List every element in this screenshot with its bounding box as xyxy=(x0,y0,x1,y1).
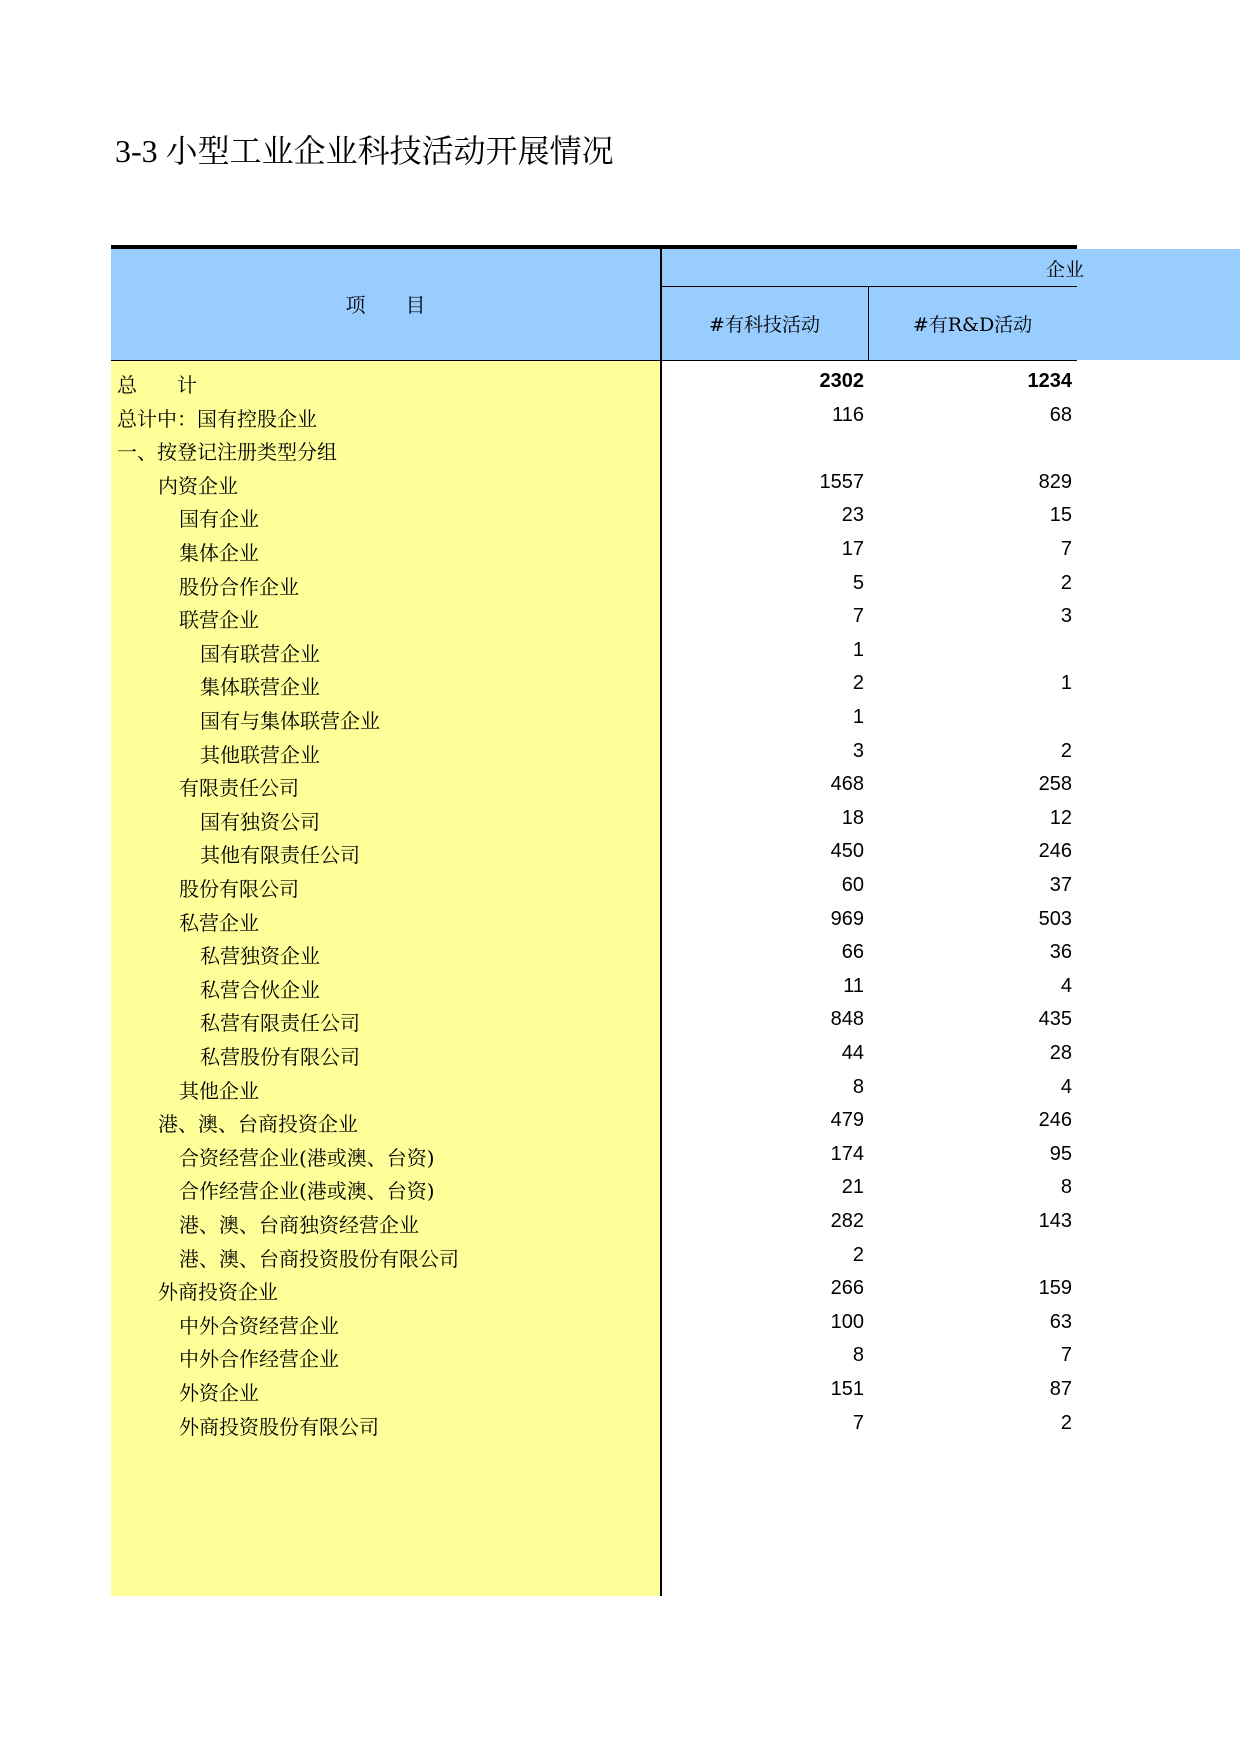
table-row xyxy=(0,833,1240,870)
row-value-rd-activity: 4 xyxy=(1060,974,1072,997)
table-row xyxy=(0,1102,1240,1139)
page-title: 3-3 小型工业企业科技活动开展情况 xyxy=(115,133,614,169)
table-row xyxy=(0,968,1240,1005)
table-row xyxy=(0,1237,1240,1274)
table-row xyxy=(0,565,1240,602)
row-value-rd-activity: 36 xyxy=(1049,941,1072,964)
row-label: 私营股份有限公司 xyxy=(200,1045,360,1069)
row-label: 港、澳、台商投资股份有限公司 xyxy=(179,1246,459,1271)
header-col-rd-activity: #有R&D活动 xyxy=(912,314,1033,336)
row-value-tech-activity: 60 xyxy=(841,874,864,896)
row-value-tech-activity: 468 xyxy=(830,773,864,796)
row-label: 国有联营企业 xyxy=(200,641,320,666)
row-value-tech-activity: 8 xyxy=(852,1344,864,1367)
row-value-rd-activity: 435 xyxy=(1038,1008,1072,1031)
row-value-rd-activity: 143 xyxy=(1038,1210,1072,1232)
row-value-rd-activity: 2 xyxy=(1060,571,1072,594)
table-row xyxy=(0,598,1240,635)
row-label: 私营有限责任公司 xyxy=(200,1011,360,1036)
table-row xyxy=(0,1001,1240,1038)
row-value-rd-activity: 2 xyxy=(1060,1411,1072,1434)
row-label: 合资经营企业(港或澳、台资) xyxy=(179,1145,435,1170)
row-value-tech-activity: 151 xyxy=(830,1378,864,1400)
table-row xyxy=(0,800,1240,837)
row-label: 一、按登记注册类型分组 xyxy=(117,440,337,465)
row-value-rd-activity: 12 xyxy=(1049,806,1072,829)
table-row xyxy=(0,1304,1240,1341)
row-value-rd-activity: 3 xyxy=(1060,605,1072,628)
table-row xyxy=(0,665,1240,702)
table-row xyxy=(0,531,1240,568)
row-value-tech-activity: 1557 xyxy=(819,470,864,493)
row-label: 总 计 xyxy=(117,373,197,397)
header-right-overflow xyxy=(1077,249,1240,360)
table-row xyxy=(0,464,1240,501)
row-value-tech-activity: 266 xyxy=(830,1277,864,1300)
row-label: 内资企业 xyxy=(158,473,238,498)
row-label: 股份合作企业 xyxy=(179,574,299,599)
table-row xyxy=(0,1405,1240,1442)
table-row xyxy=(0,867,1240,904)
table-row xyxy=(0,699,1240,736)
table-row xyxy=(0,397,1240,434)
row-value-rd-activity: 829 xyxy=(1038,470,1072,493)
row-label: 国有企业 xyxy=(179,507,259,532)
table-row xyxy=(0,1035,1240,1072)
table-row xyxy=(0,1136,1240,1173)
row-value-rd-activity: 68 xyxy=(1049,403,1072,426)
row-value-tech-activity: 2302 xyxy=(819,370,864,392)
row-label: 其他企业 xyxy=(179,1078,259,1103)
row-label: 其他有限责任公司 xyxy=(200,843,360,868)
header-group-label: 企业 xyxy=(1046,259,1085,281)
header-bottom-border xyxy=(661,360,1077,361)
row-value-tech-activity: 7 xyxy=(852,605,864,628)
table-row xyxy=(0,497,1240,534)
row-value-tech-activity: 1 xyxy=(852,706,864,728)
row-label: 外商投资企业 xyxy=(158,1280,278,1305)
row-label: 外资企业 xyxy=(179,1381,259,1405)
row-value-rd-activity: 246 xyxy=(1038,840,1072,863)
table-row xyxy=(0,1169,1240,1206)
row-value-rd-activity: 7 xyxy=(1060,538,1072,560)
header-item-label: 项 目 xyxy=(345,293,426,317)
row-value-tech-activity: 969 xyxy=(830,907,864,930)
table-row xyxy=(0,766,1240,803)
row-value-tech-activity: 3 xyxy=(852,739,864,762)
row-value-tech-activity: 116 xyxy=(832,403,864,426)
table-row xyxy=(0,632,1240,669)
row-label: 私营企业 xyxy=(179,910,259,935)
table-row xyxy=(0,430,1240,467)
row-value-tech-activity: 66 xyxy=(841,941,864,964)
row-value-tech-activity: 282 xyxy=(830,1210,864,1232)
header-item-cell xyxy=(111,249,660,361)
row-label: 港、澳、台商投资企业 xyxy=(158,1112,358,1137)
row-value-rd-activity: 1 xyxy=(1060,672,1072,695)
row-value-tech-activity: 1 xyxy=(852,638,864,661)
row-label: 总计中：国有控股企业 xyxy=(117,406,317,431)
row-value-tech-activity: 8 xyxy=(852,1075,864,1098)
row-label: 有限责任公司 xyxy=(179,776,299,801)
row-value-rd-activity: 4 xyxy=(1060,1075,1072,1098)
row-value-tech-activity: 7 xyxy=(852,1411,864,1434)
row-value-rd-activity: 503 xyxy=(1038,907,1072,930)
table-row xyxy=(0,1371,1240,1408)
row-value-tech-activity: 44 xyxy=(841,1042,864,1064)
row-value-rd-activity: 246 xyxy=(1038,1109,1072,1132)
row-label: 私营合伙企业 xyxy=(200,977,320,1002)
row-label: 国有独资公司 xyxy=(200,809,320,834)
row-label: 合作经营企业(港或澳、台资) xyxy=(179,1179,435,1204)
row-label: 中外合作经营企业 xyxy=(179,1347,339,1372)
row-value-tech-activity: 17 xyxy=(841,538,864,560)
table-row xyxy=(0,901,1240,938)
row-value-rd-activity: 37 xyxy=(1049,874,1072,896)
row-value-rd-activity: 159 xyxy=(1038,1277,1072,1300)
table-row xyxy=(0,1069,1240,1106)
row-value-rd-activity: 258 xyxy=(1038,773,1072,796)
row-value-tech-activity: 479 xyxy=(830,1109,864,1132)
row-value-tech-activity: 11 xyxy=(843,974,864,997)
row-value-tech-activity: 174 xyxy=(830,1142,864,1165)
row-value-rd-activity: 2 xyxy=(1060,739,1072,762)
row-label: 中外合资经营企业 xyxy=(179,1313,339,1338)
row-value-tech-activity: 2 xyxy=(852,1243,864,1266)
row-label: 国有与集体联营企业 xyxy=(200,709,380,733)
row-value-rd-activity: 15 xyxy=(1049,504,1072,527)
row-value-tech-activity: 5 xyxy=(852,571,864,594)
row-value-rd-activity: 63 xyxy=(1049,1310,1072,1333)
row-label: 集体联营企业 xyxy=(200,675,320,700)
row-label: 集体企业 xyxy=(179,541,259,565)
row-value-rd-activity: 28 xyxy=(1049,1042,1072,1064)
header-group-cell xyxy=(661,249,1085,287)
row-value-tech-activity: 450 xyxy=(830,840,864,863)
table-row xyxy=(0,1203,1240,1240)
row-label: 其他联营企业 xyxy=(200,742,320,767)
table-row xyxy=(0,1337,1240,1374)
table-row xyxy=(0,733,1240,770)
row-label: 联营企业 xyxy=(179,608,259,633)
row-value-rd-activity: 95 xyxy=(1049,1142,1072,1165)
row-value-rd-activity: 87 xyxy=(1049,1378,1072,1400)
row-label: 港、澳、台商独资经营企业 xyxy=(179,1213,419,1237)
row-value-rd-activity: 8 xyxy=(1060,1176,1072,1199)
row-value-tech-activity: 23 xyxy=(841,504,864,527)
row-value-tech-activity: 2 xyxy=(852,672,864,695)
table-row xyxy=(0,934,1240,971)
row-value-tech-activity: 848 xyxy=(830,1008,864,1031)
row-label: 股份有限公司 xyxy=(179,877,299,901)
row-label: 外商投资股份有限公司 xyxy=(179,1414,379,1439)
row-value-tech-activity: 18 xyxy=(841,806,864,829)
table-row xyxy=(0,1270,1240,1307)
row-value-rd-activity: 1234 xyxy=(1027,370,1072,392)
row-value-tech-activity: 21 xyxy=(841,1176,864,1199)
row-value-rd-activity: 7 xyxy=(1060,1344,1072,1367)
table-row xyxy=(0,363,1240,400)
row-label: 私营独资企业 xyxy=(200,944,320,969)
header-col-tech-activity: #有科技活动 xyxy=(661,287,869,360)
row-value-tech-activity: 100 xyxy=(830,1310,864,1333)
